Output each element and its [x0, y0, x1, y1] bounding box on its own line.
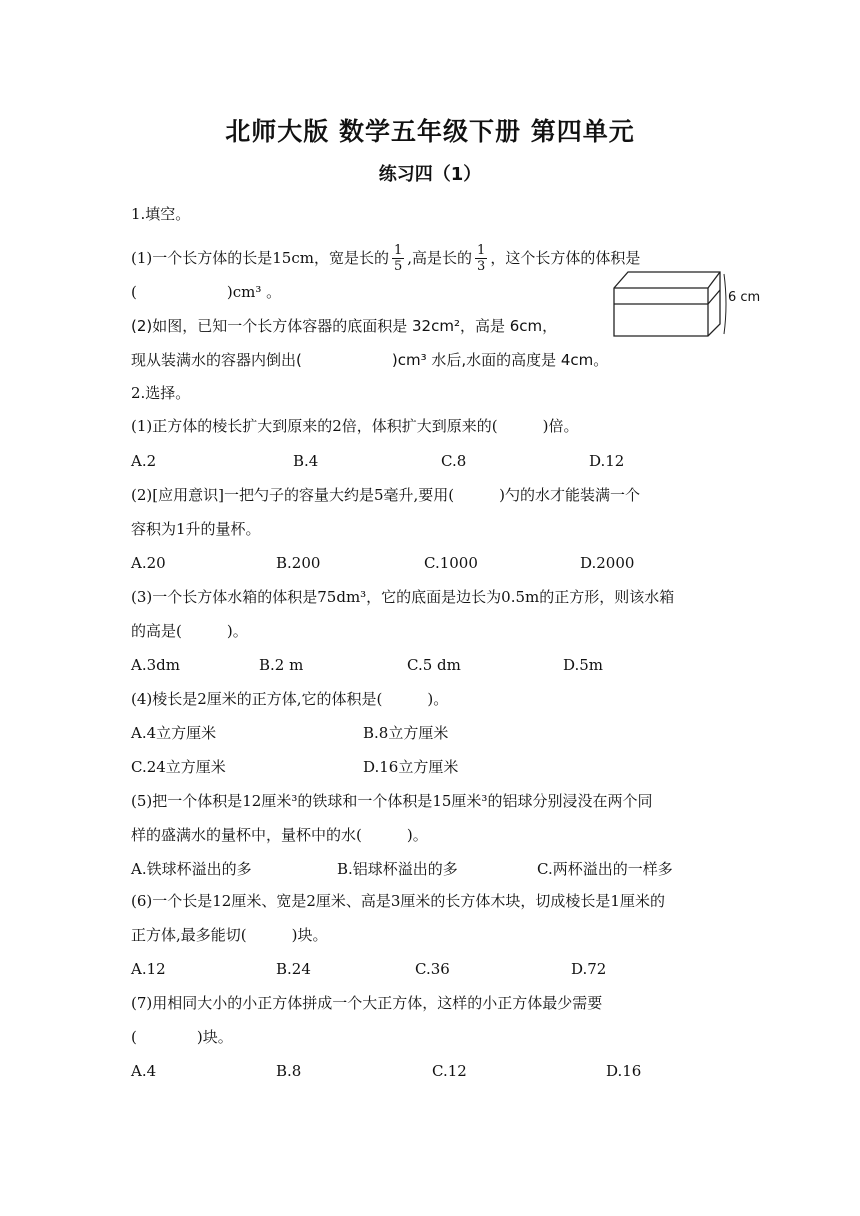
choice-q3-option: A.3dm — [131, 656, 180, 674]
page-subtitle: 练习四（1） — [378, 164, 482, 185]
choice-q2-option: D.2000 — [580, 554, 635, 572]
fill-q1-text-a: (1)一个长方体的长是15cm，宽是长的 — [131, 249, 389, 267]
choice-q3-option: C.5 dm — [407, 656, 461, 674]
fill-q1-text-c: ，这个长方体的体积是 — [490, 249, 641, 267]
choice-q5-option: C.两杯溢出的一样多 — [537, 860, 673, 878]
choice-q6-option: A.12 — [131, 960, 166, 978]
section-heading-fill: 1.填空。 — [131, 205, 191, 223]
choice-q6-option: C.36 — [415, 960, 450, 978]
choice-q3-text: (3)一个长方体水箱的体积是75dm³，它的底面是边长为0.5m的正方形，则该水箱 — [131, 588, 675, 606]
choice-q1-option: D.12 — [589, 452, 625, 470]
choice-q2-text: (2)[应用意识]一把勺子的容量大约是5毫升,要用( )勺的水才能装满一个 — [131, 486, 640, 504]
choice-q5-option: B.铝球杯溢出的多 — [337, 860, 458, 878]
fraction-one-third: $\frac{1}{3}$ — [477, 242, 486, 274]
choice-q1-text: (1)正方体的棱长扩大到原来的2倍，体积扩大到原来的( )倍。 — [131, 417, 579, 435]
fill-q2-line2: 现从装满水的容器内倒出( )cm³ 水后,水面的高度是 4cm。 — [131, 351, 609, 369]
choice-q3-option: B.2 m — [259, 656, 304, 674]
choice-q7-text: (7)用相同大小的小正方体拼成一个大正方体，这样的小正方体最少需要 — [131, 994, 603, 1012]
choice-q7-option: B.8 — [276, 1062, 302, 1080]
figure-height-label: 6 cm — [728, 290, 761, 305]
choice-q4-option: D.16立方厘米 — [363, 758, 459, 776]
choice-q5-option: A.铁球杯溢出的多 — [131, 860, 252, 878]
choice-q1-option: A.2 — [131, 452, 157, 470]
fill-q1-line2: ( )cm³ 。 — [131, 283, 282, 301]
fraction-one-fifth: $\frac{1}{5}$ — [393, 242, 403, 274]
choice-q7-text: ( )块。 — [131, 1028, 233, 1046]
choice-q5-text: (5)把一个体积是12厘米³的铁球和一个体积是15厘米³的铝球分别浸没在两个同 — [131, 792, 653, 810]
choice-q1-option: C.8 — [441, 452, 467, 470]
choice-q2-option: B.200 — [276, 554, 321, 572]
choice-q7-option: D.16 — [606, 1062, 642, 1080]
choice-q3-option: D.5m — [563, 656, 604, 674]
cuboid-container-icon — [612, 268, 762, 340]
choice-q4-option: A.4立方厘米 — [131, 724, 217, 742]
fill-q2-line1: (2)如图，已知一个长方体容器的底面积是 32cm²，高是 6cm， — [131, 317, 558, 335]
choice-q4-option: C.24立方厘米 — [131, 758, 226, 776]
choice-q4-text: (4)棱长是2厘米的正方体,它的体积是( )。 — [131, 690, 449, 708]
choice-q2-option: C.1000 — [424, 554, 478, 572]
choice-q3-text: 的高是( )。 — [131, 622, 248, 640]
choice-q6-option: D.72 — [571, 960, 607, 978]
choice-q6-text: (6)一个长是12厘米、宽是2厘米、高是3厘米的长方体木块，切成棱长是1厘米的 — [131, 892, 665, 910]
choice-q6-text: 正方体,最多能切( )块。 — [131, 926, 328, 944]
choice-q6-option: B.24 — [276, 960, 311, 978]
section-heading-choice: 2.选择。 — [131, 384, 191, 402]
choice-q7-option: C.12 — [432, 1062, 467, 1080]
choice-q7-option: A.4 — [131, 1062, 157, 1080]
choice-q1-option: B.4 — [293, 452, 319, 470]
page-title: 北师大版 数学五年级下册 第四单元 — [225, 117, 635, 146]
fill-question-1 — [131, 238, 640, 278]
choice-q2-text: 容积为1升的量杯。 — [131, 520, 261, 538]
choice-q5-text: 样的盛满水的量杯中，量杯中的水( )。 — [131, 826, 428, 844]
choice-q2-option: A.20 — [131, 554, 166, 572]
fill-q1-text-b: ,高是长的 — [407, 249, 473, 267]
choice-q4-option: B.8立方厘米 — [363, 724, 449, 742]
